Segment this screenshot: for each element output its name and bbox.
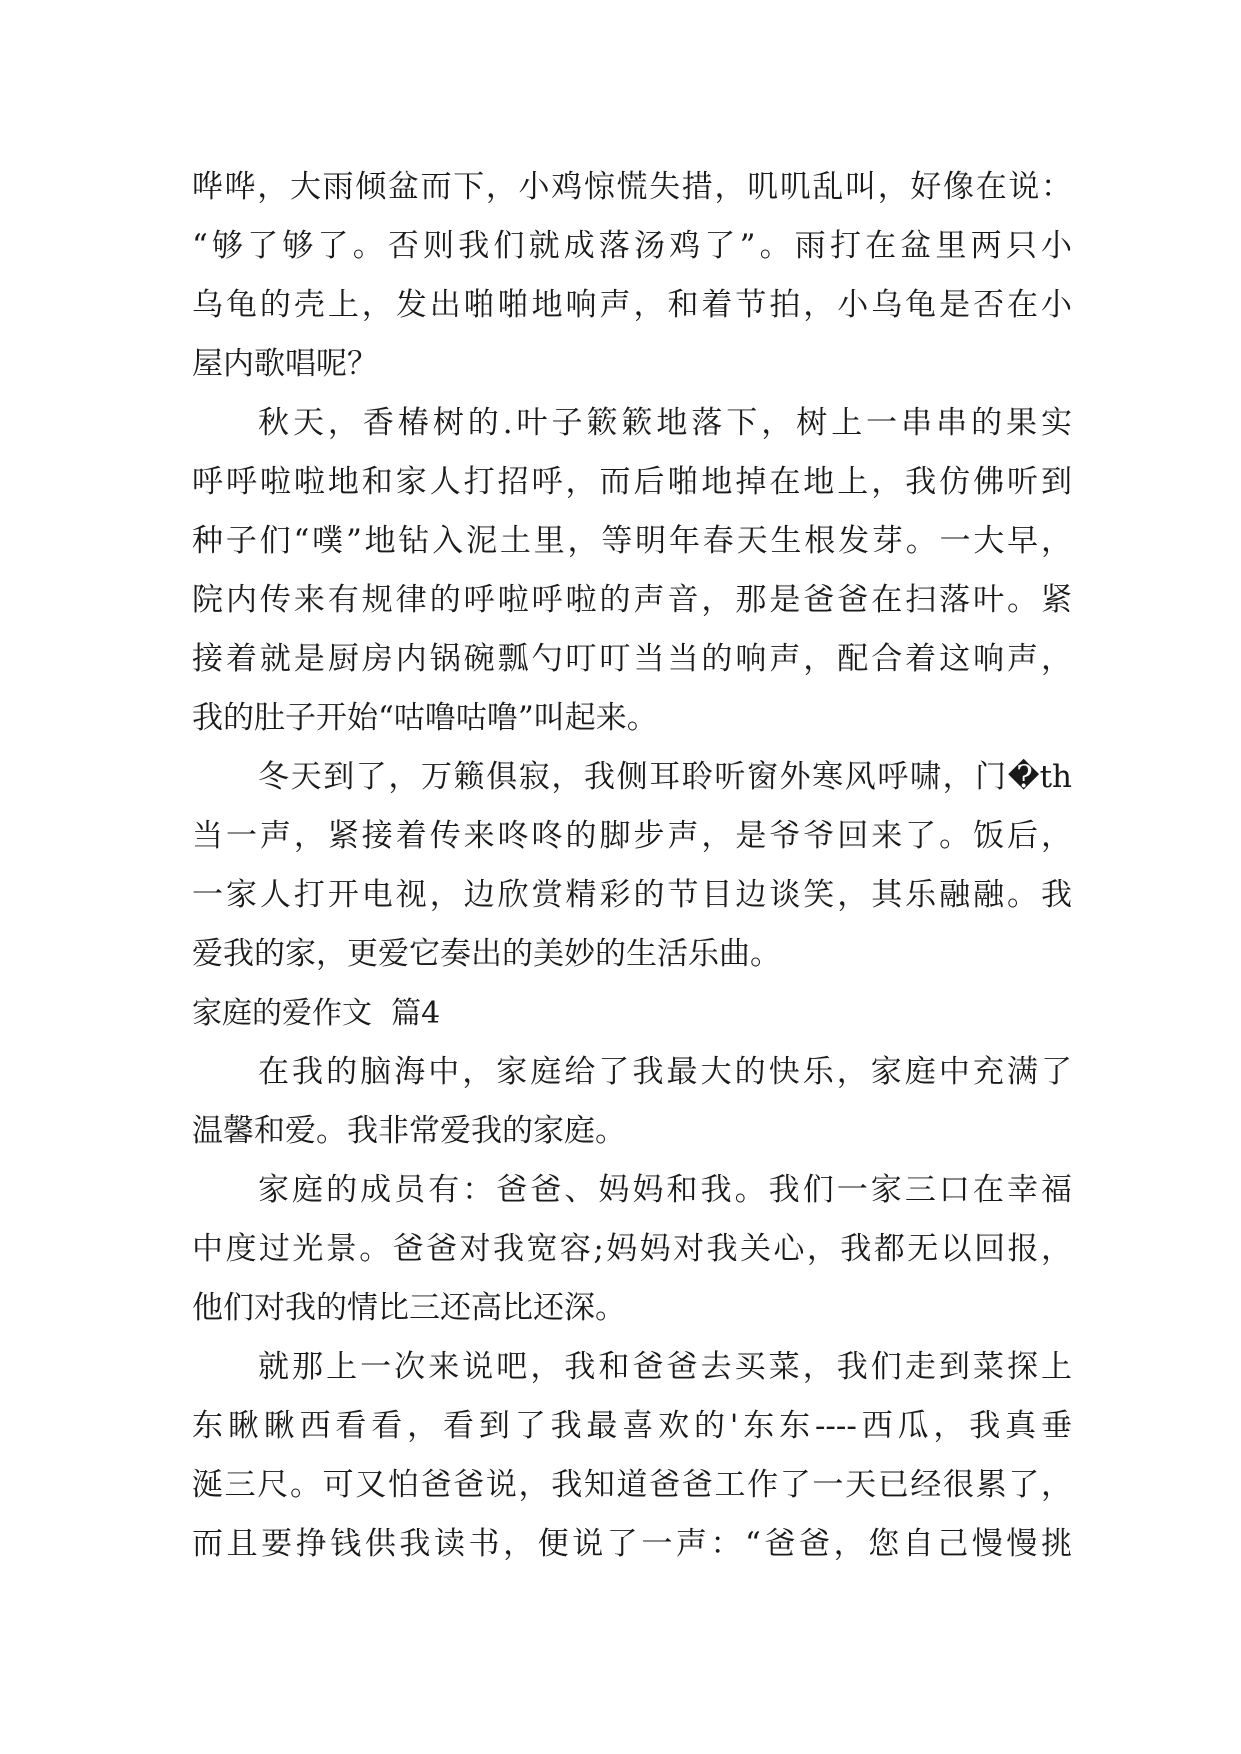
text-line: 种子们“噗”地钻入泥土里，等明年春天生根发芽。一大早，	[192, 523, 1072, 559]
text-line: 院内传来有规律的呼啦呼啦的声音，那是爸爸在扫落叶。紧	[192, 582, 1072, 618]
text-line: 一家人打开电视，边欣赏精彩的节目边谈笑，其乐融融。我	[192, 877, 1072, 913]
paragraph	[192, 158, 1072, 394]
text-line: 东瞅瞅西看看，看到了我最喜欢的'东东----西瓜，我真垂	[192, 1408, 1072, 1444]
text-line: 秋天，香椿树的.叶子簌簌地落下，树上一串串的果实	[258, 405, 1072, 441]
text-line: 我的肚子开始“咕噜咕噜”叫起来。	[192, 700, 658, 736]
section-heading: 家庭的爱作文 篇4	[192, 996, 441, 1031]
text-line: 爱我的家，更爱它奏出的美妙的生活乐曲。	[192, 936, 781, 972]
paragraph	[192, 1338, 1072, 1574]
text-line: 当一声，紧接着传来咚咚的脚步声，是爷爷回来了。饭后，	[192, 818, 1072, 854]
text-line: 接着就是厨房内锅碗瓢勺叮叮当当的响声，配合着这响声，	[192, 641, 1072, 677]
text-line: 屋内歌唱呢？	[192, 346, 378, 382]
text-line: 涎三尺。可又怕爸爸说，我知道爸爸工作了一天已经很累了，	[192, 1467, 1072, 1503]
text-line: “够了够了。否则我们就成落汤鸡了”。雨打在盆里两只小	[192, 228, 1072, 264]
text-line: 家庭的成员有：爸爸、妈妈和我。我们一家三口在幸福	[258, 1172, 1072, 1208]
essay-body	[192, 158, 1072, 1574]
text-line: 中度过光景。爸爸对我宽容;妈妈对我关心，我都无以回报，	[192, 1231, 1072, 1267]
text-line: 乌龟的壳上，发出啪啪地响声，和着节拍，小乌龟是否在小	[192, 287, 1072, 323]
text-line: 冬天到了，万籁俱寂，我侧耳聆听窗外寒风呼啸，门�th	[258, 759, 1072, 795]
text-line: 哗哗，大雨倾盆而下，小鸡惊慌失措，叽叽乱叫，好像在说：	[192, 169, 1072, 205]
text-line: 温馨和爱。我非常爱我的家庭。	[192, 1113, 626, 1149]
paragraph	[192, 1043, 1072, 1161]
text-line: 呼呼啦啦地和家人打招呼，而后啪地掉在地上，我仿佛听到	[192, 464, 1072, 500]
paragraph	[192, 1161, 1072, 1338]
text-line: 他们对我的情比三还高比还深。	[192, 1290, 626, 1326]
text-line: 而且要挣钱供我读书，便说了一声：“爸爸，您自己慢慢挑	[192, 1526, 1072, 1562]
paragraph	[192, 394, 1072, 748]
paragraph	[192, 748, 1072, 984]
text-line: 在我的脑海中，家庭给了我最大的快乐，家庭中充满了	[258, 1054, 1072, 1090]
text-line: 就那上一次来说吧，我和爸爸去买菜，我们走到菜探上	[258, 1349, 1072, 1385]
